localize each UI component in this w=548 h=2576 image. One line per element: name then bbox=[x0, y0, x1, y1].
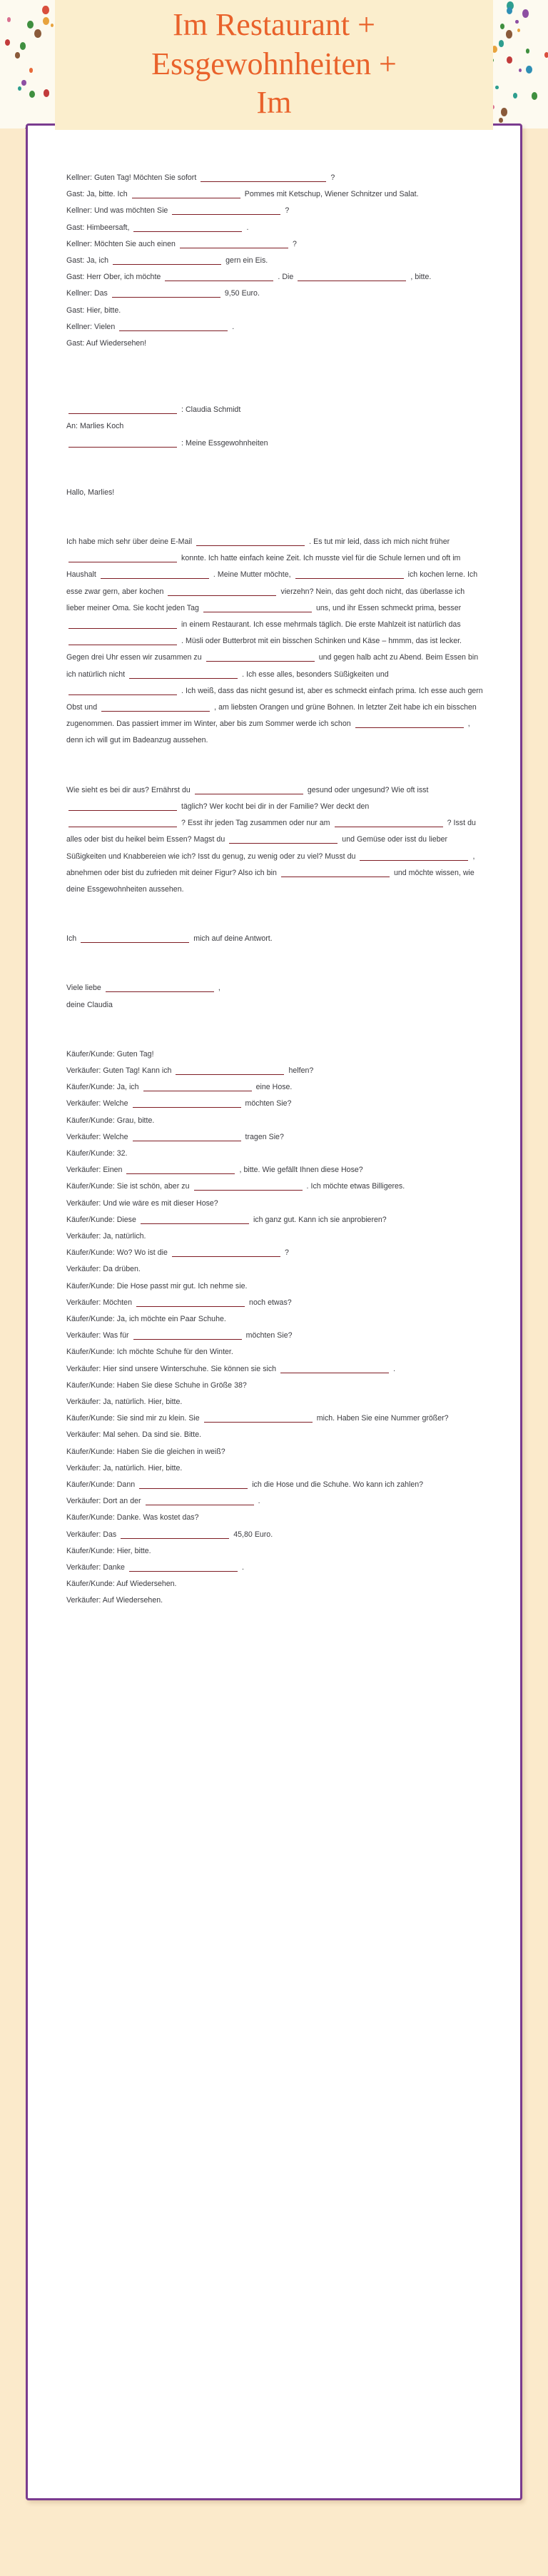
answer-blank[interactable] bbox=[139, 1480, 248, 1489]
answer-blank[interactable] bbox=[201, 173, 326, 182]
line-text: Käufer/Kunde: Diese bbox=[66, 1215, 138, 1224]
worksheet-line bbox=[66, 269, 483, 286]
line-text: Käufer/Kunde: Grau, bitte. bbox=[66, 1116, 155, 1125]
confetti-dot bbox=[27, 21, 34, 29]
line-text: gesund oder ungesund? Wie oft isst bbox=[305, 785, 429, 794]
confetti-dot bbox=[517, 29, 520, 32]
line-text: Käufer/Kunde: Danke. Was kostet das? bbox=[66, 1513, 199, 1522]
worksheet-line bbox=[66, 1560, 483, 1576]
confetti-dot bbox=[500, 24, 505, 29]
answer-blank[interactable] bbox=[101, 702, 210, 712]
line-text: Kellner: Guten Tag! Möchten Sie sofort bbox=[66, 173, 199, 182]
line-text: . Ich weiß, dass das nicht gesund ist, aber es schmeckt einfach prima. Ich esse auch gern Obst und bbox=[66, 686, 483, 712]
answer-blank[interactable] bbox=[68, 636, 177, 645]
line-text: Gast: Ja, bitte. Ich bbox=[66, 190, 130, 199]
page-title-line-1: Im Restaurant + bbox=[173, 7, 375, 42]
worksheet-line bbox=[66, 1228, 483, 1245]
answer-blank[interactable] bbox=[172, 1248, 280, 1257]
worksheet-line bbox=[66, 1328, 483, 1344]
worksheet-line bbox=[66, 1079, 483, 1096]
worksheet-line bbox=[66, 1493, 483, 1510]
confetti-dot bbox=[499, 118, 503, 123]
answer-blank[interactable] bbox=[172, 206, 280, 215]
worksheet-line bbox=[66, 186, 483, 203]
line-text: ich die Hose und die Schuhe. Wo kann ich zahlen? bbox=[250, 1480, 424, 1489]
line-text: gern ein Eis. bbox=[223, 256, 268, 266]
worksheet-line bbox=[66, 1196, 483, 1212]
answer-blank[interactable] bbox=[180, 239, 288, 248]
line-text: Käufer/Kunde: 32. bbox=[66, 1148, 128, 1158]
worksheet-line bbox=[66, 1592, 483, 1609]
line-text: . Müsli oder Butterbrot mit ein bisschen Schinken und Käse – hmmm, das ist lecker. Gegen drei Uhr essen wir zusammen zu bbox=[66, 637, 462, 662]
section-email-closing-2 bbox=[66, 980, 483, 1013]
line-text: , abnehmen oder bist du zufrieden mit deiner Figur? Also ich bin bbox=[66, 852, 475, 877]
worksheet-line bbox=[66, 1063, 483, 1079]
line-text: Kellner: Möchten Sie auch einen bbox=[66, 239, 178, 248]
page-title-line-3: Im bbox=[256, 85, 292, 121]
answer-blank[interactable] bbox=[355, 719, 464, 728]
line-text: . bbox=[240, 1563, 244, 1572]
answer-blank[interactable] bbox=[129, 670, 238, 679]
worksheet-line bbox=[66, 319, 483, 335]
line-text: Verkäufer: Was für bbox=[66, 1331, 131, 1340]
line-text: Käufer/Kunde: Auf Wiedersehen. bbox=[66, 1580, 177, 1589]
worksheet-line bbox=[66, 534, 483, 749]
worksheet-line bbox=[66, 1410, 483, 1427]
line-text: Ich bbox=[66, 934, 79, 944]
line-text: Gast: Auf Wiedersehen! bbox=[66, 339, 147, 348]
section-email-greeting bbox=[66, 485, 483, 501]
answer-blank[interactable] bbox=[68, 818, 177, 827]
answer-blank[interactable] bbox=[133, 1132, 241, 1141]
line-text: Kellner: Und was möchten Sie bbox=[66, 206, 171, 216]
worksheet-line bbox=[66, 1378, 483, 1394]
section-spacer bbox=[66, 947, 483, 980]
line-text: ? bbox=[290, 239, 297, 248]
answer-blank[interactable] bbox=[112, 288, 220, 298]
line-text: Käufer/Kunde: Ja, ich möchte ein Paar Schuhe. bbox=[66, 1314, 226, 1323]
line-text: Verkäufer: Da drüben. bbox=[66, 1265, 141, 1274]
answer-blank[interactable] bbox=[195, 785, 303, 794]
line-text: ? Esst ihr jeden Tag zusammen oder nur am bbox=[179, 819, 333, 828]
confetti-dot bbox=[34, 29, 41, 38]
line-text: Verkäufer: Möchten bbox=[66, 1298, 135, 1307]
line-text: . Ich esse alles, besonders Süßigkeiten und bbox=[240, 670, 389, 679]
line-text: Käufer/Kunde: Sie sind mir zu klein. Sie bbox=[66, 1414, 202, 1423]
answer-blank[interactable] bbox=[176, 1066, 284, 1075]
line-text: Käufer/Kunde: Haben Sie diese Schuhe in Größe 38? bbox=[66, 1380, 247, 1390]
section-email-body-2 bbox=[66, 782, 483, 898]
line-text: . Meine Mutter möchte, bbox=[210, 570, 293, 580]
line-text: Verkäufer: Einen bbox=[66, 1166, 125, 1175]
answer-blank[interactable] bbox=[203, 603, 312, 612]
title-banner bbox=[55, 0, 493, 130]
line-text: täglich? Wer kocht bei dir in der Familie? Wer deckt den bbox=[179, 802, 370, 811]
worksheet-line bbox=[66, 1543, 483, 1560]
section-email-body-1 bbox=[66, 534, 483, 749]
confetti-dot bbox=[515, 20, 518, 24]
answer-blank[interactable] bbox=[119, 322, 228, 331]
line-text: Verkäufer: Mal sehen. Da sind sie. Bitte. bbox=[66, 1430, 202, 1440]
section-spacer bbox=[66, 898, 483, 931]
line-text: Kellner: Das bbox=[66, 289, 110, 298]
worksheet-line bbox=[66, 1427, 483, 1443]
answer-blank[interactable] bbox=[204, 1413, 313, 1423]
answer-blank[interactable] bbox=[133, 1098, 241, 1108]
section-shopping-dialogue bbox=[66, 1046, 483, 1610]
answer-blank[interactable] bbox=[126, 1165, 235, 1174]
worksheet-line bbox=[66, 1510, 483, 1526]
worksheet-line bbox=[66, 286, 483, 302]
answer-blank[interactable] bbox=[133, 1330, 242, 1340]
line-text: Gast: Ja, ich bbox=[66, 256, 111, 266]
confetti-dot bbox=[18, 86, 21, 91]
line-text: An: Marlies Koch bbox=[66, 422, 124, 431]
line-text: Verkäufer: Danke bbox=[66, 1563, 127, 1572]
answer-blank[interactable] bbox=[136, 1298, 245, 1307]
confetti-dot bbox=[526, 66, 532, 74]
line-text: Verkäufer: Welche bbox=[66, 1099, 131, 1108]
line-text: ? bbox=[328, 173, 335, 182]
answer-blank[interactable] bbox=[113, 256, 221, 265]
worksheet-line bbox=[66, 203, 483, 219]
answer-blank[interactable] bbox=[68, 405, 177, 414]
line-text: Verkäufer: Auf Wiedersehen. bbox=[66, 1596, 163, 1605]
line-text: Verkäufer: Welche bbox=[66, 1132, 131, 1141]
worksheet-line bbox=[66, 1113, 483, 1129]
confetti-dot bbox=[20, 42, 26, 49]
section-email-closing-1 bbox=[66, 931, 483, 947]
worksheet-line bbox=[66, 170, 483, 186]
line-text: : Claudia Schmidt bbox=[179, 405, 241, 415]
answer-blank[interactable] bbox=[132, 189, 240, 198]
worksheet-line bbox=[66, 1162, 483, 1178]
answer-blank[interactable] bbox=[68, 620, 177, 629]
confetti-dot bbox=[513, 93, 517, 98]
line-text: Viele liebe bbox=[66, 984, 103, 993]
answer-blank[interactable] bbox=[68, 686, 177, 695]
worksheet-line bbox=[66, 997, 483, 1014]
confetti-dot bbox=[42, 6, 49, 14]
answer-blank[interactable] bbox=[101, 570, 209, 579]
confetti-dot bbox=[532, 92, 538, 100]
worksheet-line bbox=[66, 1212, 483, 1228]
confetti-dot bbox=[7, 17, 11, 21]
line-text: . Die bbox=[275, 273, 296, 282]
line-text: Käufer/Kunde: Ja, ich bbox=[66, 1083, 141, 1092]
line-text: Verkäufer: Das bbox=[66, 1530, 119, 1539]
line-text: Käufer/Kunde: Guten Tag! bbox=[66, 1049, 154, 1059]
line-text: ? Isst du alles oder bist du heikel beim Essen? Magst du bbox=[66, 819, 476, 844]
answer-blank[interactable] bbox=[68, 802, 177, 811]
line-text: und Gemüse oder isst du lieber Süßigkeiten und Knabbereien wie ich? Isst du genug, zu wenig oder zu viel? Musst du bbox=[66, 835, 448, 861]
line-text: vierzehn? Nein, das geht doch nicht, das überlasse ich lieber meiner Oma. Sie kocht jeden Tag bbox=[66, 587, 465, 612]
confetti-dot bbox=[501, 108, 507, 116]
section-spacer bbox=[66, 501, 483, 534]
page-title-line-2: Essgewohnheiten + bbox=[151, 46, 397, 81]
worksheet-line bbox=[66, 1278, 483, 1295]
line-text: mich auf deine Antwort. bbox=[191, 934, 273, 944]
answer-blank[interactable] bbox=[68, 553, 177, 562]
line-text: ? bbox=[283, 206, 290, 216]
line-text: Käufer/Kunde: Ich möchte Schuhe für den Winter. bbox=[66, 1348, 233, 1357]
line-text: möchten Sie? bbox=[243, 1331, 293, 1340]
answer-blank[interactable] bbox=[206, 652, 315, 662]
line-text: Käufer/Kunde: Haben Sie die gleichen in weiß? bbox=[66, 1447, 225, 1456]
answer-blank[interactable] bbox=[141, 1215, 249, 1224]
line-text: . bbox=[391, 1364, 396, 1373]
confetti-dot bbox=[5, 39, 10, 46]
line-text: mich. Haben Sie eine Nummer größer? bbox=[314, 1414, 449, 1423]
worksheet-line bbox=[66, 1344, 483, 1360]
line-text: ? bbox=[282, 1248, 289, 1258]
section-restaurant-dialogue bbox=[66, 170, 483, 352]
worksheet-line bbox=[66, 1444, 483, 1460]
line-text: Gast: Himbeersaft, bbox=[66, 223, 132, 232]
worksheet-line bbox=[66, 418, 483, 435]
line-text: Käufer/Kunde: Wo? Wo ist die bbox=[66, 1248, 170, 1258]
answer-blank[interactable] bbox=[295, 570, 404, 579]
line-text: Pommes mit Ketschup, Wiener Schnitzer und Salat. bbox=[242, 190, 419, 199]
worksheet-line bbox=[66, 1576, 483, 1592]
answer-blank[interactable] bbox=[165, 272, 273, 281]
worksheet-line bbox=[66, 236, 483, 253]
worksheet-line bbox=[66, 1361, 483, 1378]
answer-blank[interactable] bbox=[335, 818, 443, 827]
answer-blank[interactable] bbox=[196, 537, 305, 546]
line-text: tragen Sie? bbox=[243, 1132, 284, 1141]
worksheet-content bbox=[28, 126, 520, 1644]
line-text: Hallo, Marlies! bbox=[66, 488, 115, 497]
confetti-dot bbox=[44, 89, 49, 97]
worksheet-line bbox=[66, 1295, 483, 1311]
worksheet-line bbox=[66, 1146, 483, 1162]
line-text: deine Claudia bbox=[66, 1000, 113, 1009]
line-text: 9,50 Euro. bbox=[222, 289, 260, 298]
answer-blank[interactable] bbox=[360, 852, 468, 861]
line-text: möchten Sie? bbox=[243, 1099, 292, 1108]
worksheet-line bbox=[66, 402, 483, 418]
confetti-dot bbox=[522, 9, 529, 18]
line-text: Verkäufer: Ja, natürlich. bbox=[66, 1231, 146, 1241]
line-text: Verkäufer: Ja, natürlich. Hier, bitte. bbox=[66, 1463, 183, 1473]
worksheet-line bbox=[66, 335, 483, 352]
answer-blank[interactable] bbox=[281, 868, 390, 877]
confetti-dot bbox=[507, 56, 512, 64]
section-spacer bbox=[66, 1014, 483, 1046]
line-text: Verkäufer: Dort an der bbox=[66, 1497, 143, 1506]
line-text: Gast: Herr Ober, ich möchte bbox=[66, 273, 163, 282]
worksheet-line bbox=[66, 1527, 483, 1543]
answer-blank[interactable] bbox=[280, 1364, 389, 1373]
section-spacer bbox=[66, 352, 483, 402]
answer-blank[interactable] bbox=[146, 1496, 254, 1505]
confetti-dot bbox=[519, 69, 522, 73]
worksheet-line bbox=[66, 1394, 483, 1410]
line-text: Käufer/Kunde: Sie ist schön, aber zu bbox=[66, 1182, 192, 1191]
line-text: ich ganz gut. Kann ich sie anprobieren? bbox=[250, 1215, 387, 1224]
worksheet-card bbox=[26, 123, 522, 2500]
line-text: und gegen halb acht zu Abend. Beim Essen bin ich natürlich nicht bbox=[66, 653, 479, 679]
line-text: und möchte wissen, wie deine Essgewohnheiten aussehen. bbox=[66, 868, 475, 894]
worksheet-line bbox=[66, 782, 483, 898]
worksheet-line bbox=[66, 1129, 483, 1146]
answer-blank[interactable] bbox=[121, 1530, 229, 1539]
line-text: noch etwas? bbox=[247, 1298, 292, 1307]
line-text: eine Hose. bbox=[253, 1083, 293, 1092]
worksheet-line bbox=[66, 1460, 483, 1477]
line-text: . Es tut mir leid, dass ich mich nicht früher bbox=[307, 537, 450, 547]
answer-blank[interactable] bbox=[168, 587, 276, 596]
line-text: in einem Restaurant. Ich esse mehrmals täglich. Die erste Mahlzeit ist natürlich das bbox=[179, 620, 461, 630]
worksheet-line bbox=[66, 253, 483, 269]
confetti-dot bbox=[506, 30, 512, 39]
line-text: Kellner: Vielen bbox=[66, 322, 118, 331]
line-text: uns, und ihr Essen schmeckt prima, besser bbox=[313, 603, 462, 612]
answer-blank[interactable] bbox=[133, 223, 242, 232]
worksheet-line bbox=[66, 1245, 483, 1261]
line-text: . bbox=[255, 1497, 260, 1506]
confetti-dot bbox=[15, 52, 20, 58]
worksheet-line bbox=[66, 931, 483, 947]
answer-blank[interactable] bbox=[129, 1562, 238, 1572]
line-text: Wie sieht es bei dir aus? Ernährst du bbox=[66, 785, 193, 794]
line-text: , bbox=[215, 984, 220, 993]
section-email-header bbox=[66, 402, 483, 452]
answer-blank[interactable] bbox=[143, 1082, 252, 1091]
line-text: Käufer/Kunde: Die Hose passt mir gut. Ich nehme sie. bbox=[66, 1281, 248, 1290]
answer-blank[interactable] bbox=[106, 983, 214, 992]
section-spacer bbox=[66, 749, 483, 782]
line-text: , bitte. Wie gefällt Ihnen diese Hose? bbox=[237, 1166, 363, 1175]
line-text: Verkäufer: Und wie wäre es mit dieser Hose? bbox=[66, 1198, 218, 1208]
answer-blank[interactable] bbox=[298, 272, 406, 281]
worksheet-line bbox=[66, 303, 483, 319]
answer-blank[interactable] bbox=[68, 438, 177, 448]
confetti-dot bbox=[526, 49, 529, 54]
worksheet-line bbox=[66, 980, 483, 996]
answer-blank[interactable] bbox=[81, 934, 189, 943]
line-text: , denn ich will gut im Badeanzug aussehen. bbox=[66, 719, 470, 745]
worksheet-line bbox=[66, 1477, 483, 1493]
confetti-dot bbox=[507, 7, 512, 14]
line-text: Verkäufer: Ja, natürlich. Hier, bitte. bbox=[66, 1397, 183, 1406]
line-text: , bitte. bbox=[408, 273, 432, 282]
line-text: Verkäufer: Hier sind unsere Winterschuhe. Sie können sie sich bbox=[66, 1364, 279, 1373]
worksheet-line bbox=[66, 1046, 483, 1063]
confetti-dot bbox=[51, 24, 54, 28]
line-text: Gast: Hier, bitte. bbox=[66, 305, 121, 315]
line-text: . bbox=[230, 322, 235, 331]
line-text: konnte. Ich hatte einfach keine Zeit. Ich musste viel für die Schule lernen und oft im Haushalt bbox=[66, 554, 461, 580]
section-spacer bbox=[66, 452, 483, 485]
confetti-dot bbox=[29, 91, 35, 98]
line-text: . Ich möchte etwas Billigeres. bbox=[304, 1182, 405, 1191]
confetti-dot bbox=[495, 86, 499, 90]
worksheet-line bbox=[66, 1261, 483, 1278]
line-text: , am liebsten Orangen und grüne Bohnen. In letzter Zeit habe ich ein bisschen zugenommen. Das passiert immer im Winter, aber bis zum Sommer werde ich schon bbox=[66, 703, 477, 729]
confetti-dot bbox=[43, 17, 49, 25]
confetti-dot bbox=[499, 40, 504, 47]
worksheet-line bbox=[66, 485, 483, 501]
line-text: : Meine Essgewohnheiten bbox=[179, 438, 268, 448]
worksheet-line bbox=[66, 1178, 483, 1195]
worksheet-line bbox=[66, 1311, 483, 1328]
line-text: . bbox=[244, 223, 249, 232]
worksheet-line bbox=[66, 1096, 483, 1112]
confetti-dot bbox=[21, 80, 26, 86]
line-text: Käufer/Kunde: Dann bbox=[66, 1480, 138, 1489]
answer-blank[interactable] bbox=[229, 834, 338, 844]
line-text: ich kochen lerne. Ich esse zwar gern, aber kochen bbox=[66, 570, 478, 596]
line-text: Ich habe mich sehr über deine E-Mail bbox=[66, 537, 195, 547]
line-text: Verkäufer: Guten Tag! Kann ich bbox=[66, 1066, 174, 1075]
line-text: helfen? bbox=[286, 1066, 314, 1075]
worksheet-line bbox=[66, 435, 483, 452]
line-text: Käufer/Kunde: Hier, bitte. bbox=[66, 1546, 151, 1555]
confetti-dot bbox=[29, 68, 34, 73]
confetti-dot bbox=[544, 52, 548, 58]
line-text: 45,80 Euro. bbox=[231, 1530, 273, 1539]
answer-blank[interactable] bbox=[194, 1181, 303, 1191]
worksheet-line bbox=[66, 220, 483, 236]
